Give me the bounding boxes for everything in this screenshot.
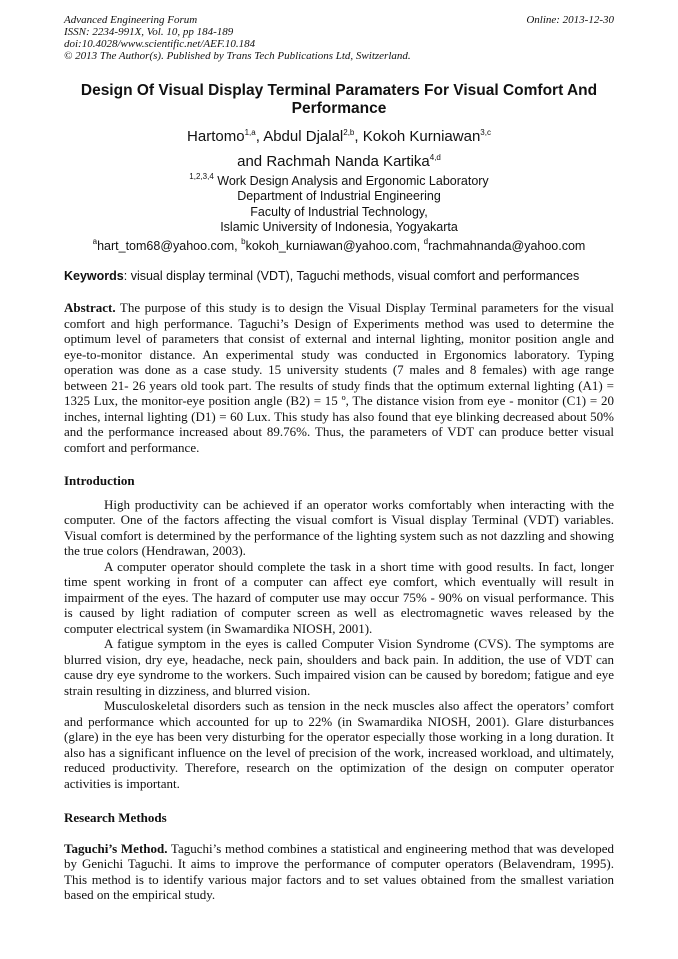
author-name: Kokoh Kurniawan: [362, 128, 481, 145]
email-link[interactable]: kokoh_kurniawan@yahoo.com: [245, 239, 417, 253]
abstract: [64, 300, 614, 455]
online-date: Online: 2013-12-30: [526, 14, 614, 26]
paragraph: A fatigue symptom in the eyes is called Computer Vision Syndrome (CVS). The symptoms are blurred vision, dry eye, headache, neck pain, shoulders and back pain. In addition, the use of VDT can cause dry eye syndrome to the workers. Such impaired vision can be caused by boredom; fatigue and eye strain resulting in dizziness, and blurred vision.: [64, 636, 614, 698]
affiliation: [64, 174, 614, 235]
affiliation-line: Department of Industrial Engineering: [237, 189, 441, 204]
abstract-label: Abstract.: [64, 300, 116, 315]
taguchi-text: Taguchi’s method combines a statistical and engineering method that was developed by Genichi Taguchi. It aims to improve the performance of computer operators (Belavendram, 1995). This method is to identify various major factors and to set values obtained from the smallest variation based on the empirical study.: [64, 840, 614, 902]
email-sup: a: [92, 237, 98, 246]
affiliation-sup: 1,2,3,4: [189, 172, 214, 181]
author-sup: 1,a: [244, 128, 256, 137]
introduction-heading: Introduction: [64, 473, 135, 488]
email-link[interactable]: hart_tom68@yahoo.com: [97, 239, 235, 253]
copyright: © 2013 The Author(s). Published by Trans Tech Publications Ltd, Switzerland.: [64, 50, 411, 62]
paragraph: High productivity can be achieved if an operator works comfortably when interacting with the computer. One of the factors affecting the visual comfort is Visual display Terminal (VDT) variables. Visual comfort is determined by the performance of the lighting system such as not dazzling and showing the true colors (Hendrawan, 2003).: [64, 496, 614, 558]
keywords-text: : visual display terminal (VDT), Taguchi methods, visual comfort and performances: [123, 269, 580, 283]
journal-header: [64, 14, 411, 62]
author-name: Hartomo: [187, 128, 245, 145]
taguchi-label: Taguchi’s Method.: [64, 840, 168, 856]
issn: ISSN: 2234-991X, Vol. 10, pp 184-189: [64, 26, 234, 38]
paper-title: Design Of Visual Display Terminal Paramaters For Visual Comfort And Performance: [80, 82, 598, 117]
email-sup: b: [241, 237, 246, 246]
affiliation-line: Islamic University of Indonesia, Yogyakarta: [220, 219, 458, 234]
author-list: Hartomo$^{1,a}$, Abdul Djalal$^{2,b}$, Kokoh Kurniawan$^{3,c}$ and Rachmah Nanda Kartika$^{4,d}$: [187, 128, 491, 170]
email-sup: d: [423, 237, 429, 246]
keywords-label: Keywords: [64, 269, 124, 283]
affiliation-line: Work Design Analysis and Ergonomic Laboratory: [217, 174, 489, 188]
author-name: Rachmah Nanda Kartika: [266, 153, 430, 170]
email-link[interactable]: rachmahnanda@yahoo.com: [428, 239, 586, 253]
author-sup: 2,b: [343, 128, 355, 137]
research-methods-heading: Research Methods: [64, 810, 167, 825]
authors-and: and: [237, 153, 263, 170]
keywords: [64, 268, 614, 284]
author-name: Abdul Djalal: [263, 128, 344, 145]
email-list: $^a$hart_tom68@yahoo.com, $^b$kokoh_kurniawan@yahoo.com, $^d$rachmahnanda@yahoo.com: [92, 237, 586, 253]
author-sup: 4,d: [429, 153, 441, 162]
journal-name: Advanced Engineering Forum: [64, 14, 198, 26]
paragraph: Musculoskeletal disorders such as tension in the neck muscles also affect the operators’ comfort and performance which accounted for up to 22% (in Swamardika NIOSH, 2001). Glare disturbances (glare) in the eye has been very disturbing for the operator especially those working in a long duration. It also has a significant influence on the level of precision of the work, increased workload, and ultimately, reduced productivity. Therefore, research on the optimization of the design on computer operator activities is important.: [64, 698, 614, 791]
affiliation-line: Faculty of Industrial Technology,: [250, 204, 428, 219]
abstract-text: The purpose of this study is to design the Visual Display Terminal parameters for the visual comfort and high performance. Taguchi’s Design of Experiments method was used to determine the optimum level of parameters that consist of external and internal lighting, monitor position angle and eye-to-monitor distance. An experimental study was conducted in Ergonomics laboratory. Typing operation was done as a case study. 15 university students (7 males and 8 females) with age range between 21- 26 years old took part. The results of study finds that the optimum external lighting (A1) = 1325 Lux, the monitor-eye position angle (B2) = 15 º, The distance vision from eye - monitor (C1) = 20 inches, internal lighting (D1) = 60 Lux. This study has also found that eye blinking decreased about 50% and the performance increased about 89.76%. Thus, the parameters of VDT can produce better visual comfort and performance.: [64, 300, 614, 455]
author-sup: 3,c: [480, 128, 491, 137]
introduction-section: [64, 473, 614, 791]
paragraph: A computer operator should complete the task in a short time with good results. In fact, longer time spent working in front of a computer can affect eye comfort, which eventually will result in impairment of the eyes. The hazard of computer use may occur 75% - 90% on visual performance. This is caused by light radiation of computer screen as well as electromagnetic waves released by the computer electrical system (in Swamardika NIOSH, 2001).: [64, 558, 614, 636]
doi: doi:10.4028/www.scientific.net/AEF.10.184: [64, 38, 256, 50]
research-methods-section: [64, 810, 614, 903]
